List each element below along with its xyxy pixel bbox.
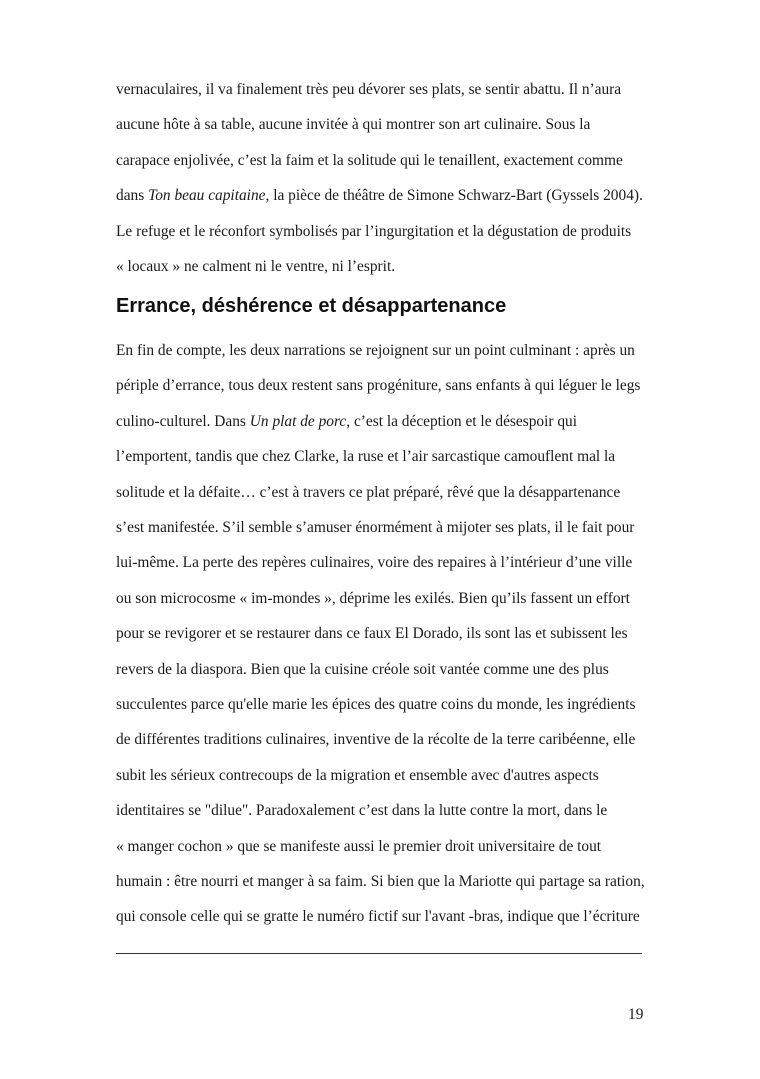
text-line: succulentes parce qu'elle marie les épices des quatre coins du monde, les ingrédients <box>116 696 636 713</box>
text-line: En fin de compte, les deux narrations se rejoignent sur un point culminant : après un <box>116 342 635 359</box>
text-line: Le refuge et le réconfort symbolisés par l’ingurgitation et la dégustation de produits <box>116 222 632 240</box>
text-line: lui-même. La perte des repères culinaires, voire des repaires à l’intérieur d’une ville <box>116 554 633 572</box>
text-line: solitude et la défaite… c’est à travers ce plat préparé, rêvé que la désappartenance <box>116 483 621 501</box>
italic-title: Un plat de porc <box>249 412 347 430</box>
text-line: de différentes traditions culinaires, inventive de la récolte de la terre caribéenne, elle <box>116 731 636 749</box>
text-line: identitaires se "dilue". Paradoxalement c’est dans la lutte contre la mort, dans le <box>116 802 608 820</box>
text-line: subit les sérieux contrecoups de la migration et ensemble avec d'autres aspects <box>116 766 599 784</box>
footnote-separator <box>116 953 642 954</box>
section-heading: Errance, déshérence et désappartenance <box>116 295 507 317</box>
text-line: humain : être nourri et manger à sa faim. Si bien que la Mariotte qui partage sa ration, <box>116 873 645 890</box>
text-line: culino-culturel. Dans Un plat de porc, c’est la déception et le désespoir qui <box>116 412 578 430</box>
text-line: qui console celle qui se gratte le numéro fictif sur l'avant -bras, indique que l’écriture <box>116 908 640 926</box>
text-line: carapace enjolivée, c’est la faim et la solitude qui le tenaillent, exactement comme <box>116 151 623 169</box>
text-line: l’emportent, tandis que chez Clarke, la ruse et l’air sarcastique camouflent mal la <box>116 448 616 466</box>
text-line: périple d’errance, tous deux restent sans progéniture, sans enfants à qui léguer le legs <box>116 377 641 395</box>
text-line: revers de la diaspora. Bien que la cuisine créole soit vantée comme une des plus <box>116 660 609 678</box>
text-line: ou son microcosme « im-mondes », déprime les exilés. Bien qu’ils fassent un effort <box>116 589 630 607</box>
text-line: aucune hôte à sa table, aucune invitée à qui montrer son art culinaire. Sous la <box>116 116 591 134</box>
page-number: 19 <box>628 1006 644 1023</box>
text-line: vernaculaires, il va finalement très peu dévorer ses plats, se sentir abattu. Il n’aura <box>116 81 622 98</box>
text-line: pour se revigorer et se restaurer dans ce faux El Dorado, ils sont las et subissent les <box>116 625 628 643</box>
text-line: dans Ton beau capitaine, la pièce de théâtre de Simone Schwarz-Bart (Gyssels 2004). <box>116 187 643 205</box>
text-line: « locaux » ne calment ni le ventre, ni l’esprit. <box>116 258 396 275</box>
text-line: s’est manifestée. S’il semble s’amuser énormément à mijoter ses plats, il le fait pour <box>116 519 635 536</box>
text-line: « manger cochon » que se manifeste aussi le premier droit universitaire de tout <box>116 837 602 855</box>
italic-title: Ton beau capitaine, <box>148 187 270 205</box>
